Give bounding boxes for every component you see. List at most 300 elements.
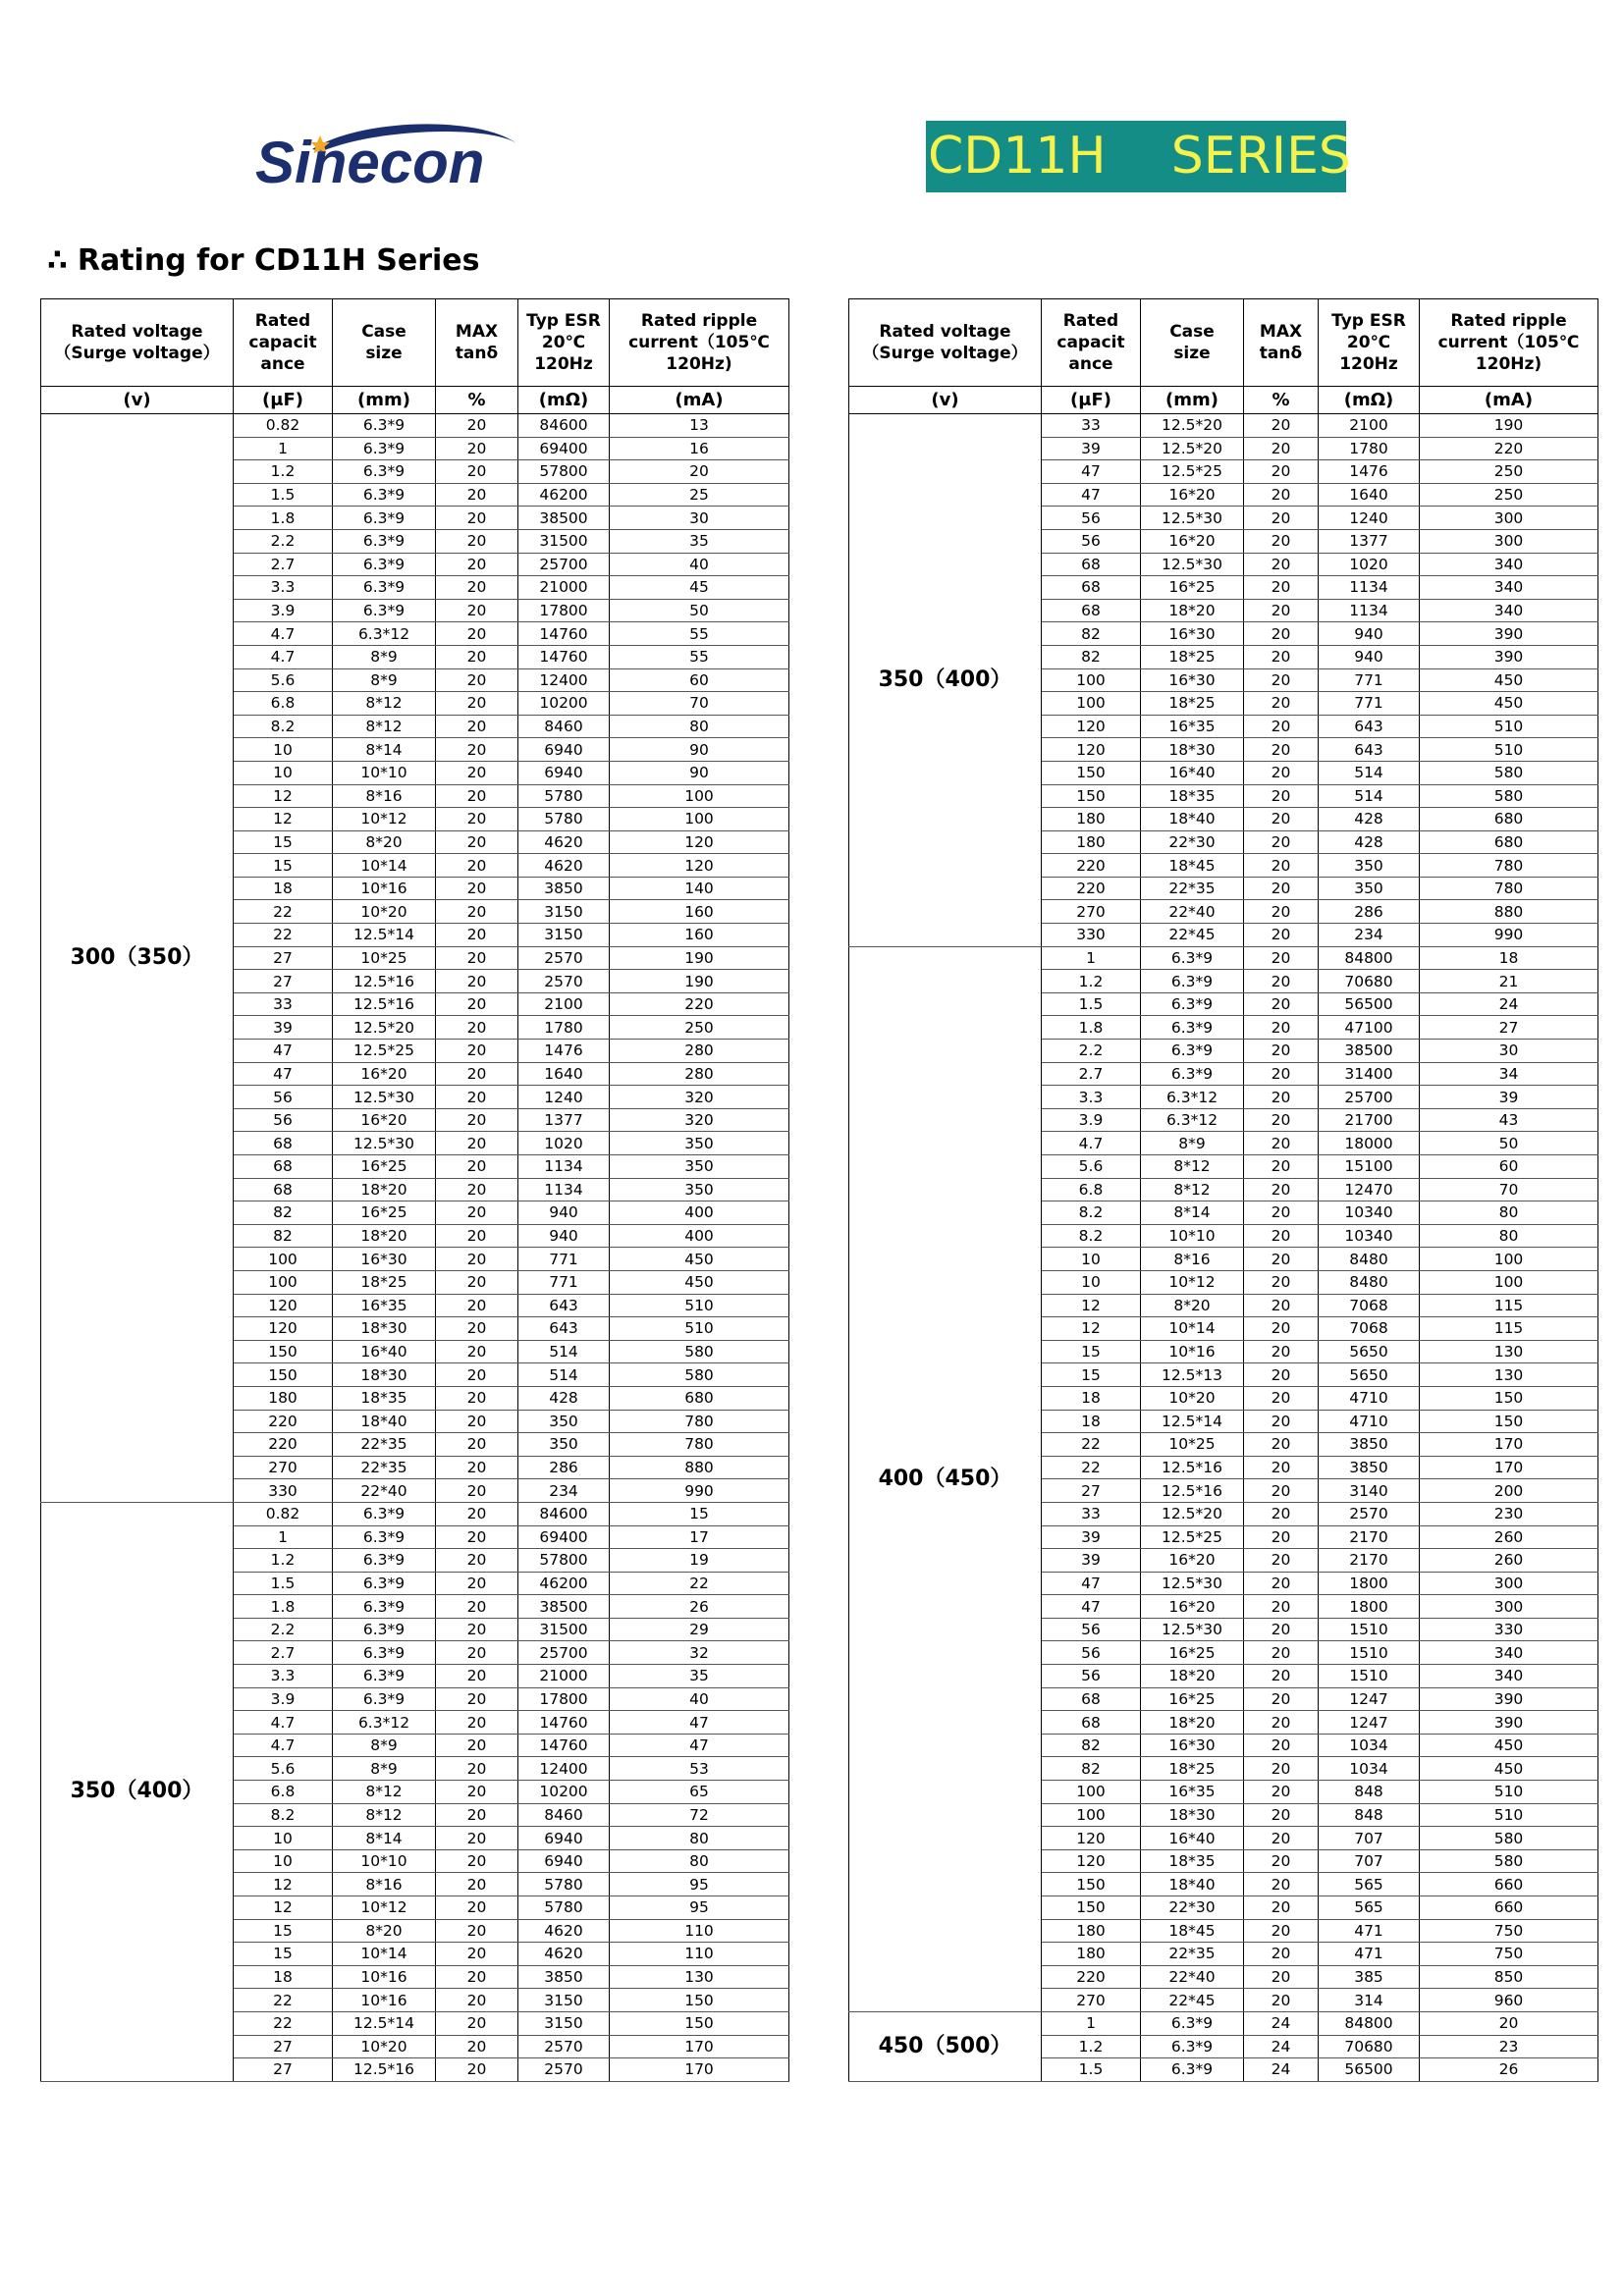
cell-ripple-current: 260 — [1420, 1525, 1598, 1549]
cell-ripple-current: 35 — [610, 1665, 789, 1688]
cell-typ-esr: 2570 — [518, 970, 610, 993]
cell-rated-capacitance: 100 — [1042, 692, 1141, 716]
cell-ripple-current: 43 — [1420, 1108, 1598, 1132]
cell-ripple-current: 47 — [610, 1734, 789, 1757]
cell-max-tan: 20 — [1244, 483, 1319, 507]
cell-rated-capacitance: 4.7 — [234, 645, 333, 668]
cell-ripple-current: 350 — [610, 1155, 789, 1179]
cell-case-size: 10*20 — [1141, 1386, 1244, 1410]
cell-case-size: 22*35 — [1141, 1943, 1244, 1966]
cell-typ-esr: 5650 — [1319, 1363, 1420, 1387]
cell-rated-capacitance: 27 — [1042, 1479, 1141, 1503]
cell-case-size: 18*40 — [1141, 808, 1244, 831]
table-row — [849, 414, 1598, 438]
cell-typ-esr: 350 — [1319, 877, 1420, 900]
cell-case-size: 6.3*9 — [333, 1525, 436, 1549]
cell-case-size: 8*12 — [1141, 1155, 1244, 1179]
cell-case-size: 10*16 — [333, 877, 436, 900]
cell-ripple-current: 220 — [1420, 437, 1598, 460]
cell-case-size: 6.3*9 — [1141, 1016, 1244, 1040]
cell-ripple-current: 30 — [610, 507, 789, 530]
cell-case-size: 12.5*20 — [1141, 437, 1244, 460]
cell-typ-esr: 940 — [518, 1224, 610, 1248]
cell-max-tan: 20 — [436, 437, 518, 460]
cell-typ-esr: 350 — [1319, 854, 1420, 878]
cell-ripple-current: 80 — [610, 1849, 789, 1873]
cell-ripple-current: 60 — [610, 668, 789, 692]
cell-max-tan: 20 — [436, 1665, 518, 1688]
cell-max-tan: 20 — [436, 1989, 518, 2012]
cell-case-size: 18*25 — [333, 1270, 436, 1294]
cell-rated-capacitance: 15 — [234, 854, 333, 878]
cell-max-tan: 20 — [436, 924, 518, 947]
cell-rated-capacitance: 47 — [234, 1040, 333, 1063]
cell-max-tan: 20 — [1244, 1781, 1319, 1804]
cell-rated-capacitance: 120 — [1042, 738, 1141, 762]
cell-rated-capacitance: 15 — [234, 1943, 333, 1966]
cell-max-tan: 20 — [436, 2035, 518, 2058]
cell-case-size: 6.3*9 — [333, 553, 436, 576]
cell-ripple-current: 340 — [1420, 576, 1598, 600]
cell-max-tan: 20 — [1244, 1687, 1319, 1711]
cell-case-size: 6.3*9 — [333, 414, 436, 438]
cell-ripple-current: 510 — [1420, 1803, 1598, 1827]
cell-case-size: 6.3*9 — [333, 1618, 436, 1641]
cell-typ-esr: 57800 — [518, 1549, 610, 1573]
cell-ripple-current: 300 — [1420, 507, 1598, 530]
cell-case-size: 10*20 — [333, 2035, 436, 2058]
cell-ripple-current: 580 — [1420, 1849, 1598, 1873]
cell-ripple-current: 510 — [1420, 715, 1598, 738]
cell-ripple-current: 20 — [1420, 2011, 1598, 2035]
cell-max-tan: 20 — [1244, 1062, 1319, 1086]
cell-case-size: 8*9 — [333, 1734, 436, 1757]
cell-ripple-current: 220 — [610, 992, 789, 1016]
cell-rated-capacitance: 270 — [1042, 900, 1141, 924]
cell-max-tan: 20 — [436, 1711, 518, 1735]
cell-max-tan: 20 — [1244, 507, 1319, 530]
cell-ripple-current: 450 — [1420, 1757, 1598, 1781]
cell-ripple-current: 39 — [1420, 1086, 1598, 1109]
cell-ripple-current: 110 — [610, 1919, 789, 1943]
table-row — [41, 414, 789, 438]
cell-ripple-current: 250 — [1420, 483, 1598, 507]
cell-rated-capacitance: 5.6 — [1042, 1155, 1141, 1179]
cell-max-tan: 20 — [1244, 1873, 1319, 1896]
cell-ripple-current: 300 — [1420, 1595, 1598, 1619]
cell-rated-capacitance: 68 — [1042, 576, 1141, 600]
cell-rated-capacitance: 22 — [234, 1989, 333, 2012]
voltage-group-cell: 300（350） — [41, 414, 234, 1503]
cell-rated-capacitance: 82 — [1042, 622, 1141, 646]
cell-max-tan: 20 — [1244, 1294, 1319, 1317]
cell-case-size: 10*25 — [1141, 1433, 1244, 1457]
cell-max-tan: 20 — [1244, 437, 1319, 460]
cell-rated-capacitance: 2.7 — [234, 1641, 333, 1665]
unit-rated-voltage: (v) — [849, 387, 1042, 414]
cell-rated-capacitance: 22 — [234, 2011, 333, 2035]
cell-typ-esr: 514 — [1319, 784, 1420, 808]
cell-ripple-current: 18 — [1420, 946, 1598, 970]
cell-max-tan: 20 — [1244, 1155, 1319, 1179]
cell-case-size: 6.3*9 — [333, 1572, 436, 1595]
cell-ripple-current: 90 — [610, 761, 789, 784]
cell-ripple-current: 400 — [610, 1201, 789, 1225]
cell-ripple-current: 750 — [1420, 1919, 1598, 1943]
cell-max-tan: 20 — [436, 1224, 518, 1248]
cell-typ-esr: 5780 — [518, 808, 610, 831]
cell-rated-capacitance: 33 — [1042, 1502, 1141, 1525]
cell-ripple-current: 320 — [610, 1086, 789, 1109]
cell-typ-esr: 5780 — [518, 1896, 610, 1920]
cell-case-size: 18*25 — [1141, 645, 1244, 668]
cell-max-tan: 20 — [436, 1849, 518, 1873]
cell-max-tan: 20 — [1244, 1410, 1319, 1433]
cell-typ-esr: 4620 — [518, 1943, 610, 1966]
cell-case-size: 6.3*9 — [333, 529, 436, 553]
cell-case-size: 10*14 — [333, 1943, 436, 1966]
cell-typ-esr: 8460 — [518, 715, 610, 738]
header-rated-capacitance: Rated capacit ance — [234, 299, 333, 387]
cell-case-size: 6.3*9 — [333, 1687, 436, 1711]
cell-max-tan: 24 — [1244, 2011, 1319, 2035]
cell-case-size: 22*35 — [333, 1433, 436, 1457]
cell-typ-esr: 940 — [1319, 622, 1420, 646]
cell-ripple-current: 100 — [610, 784, 789, 808]
series-badge-text: CD11H SERIES — [928, 127, 1351, 186]
cell-max-tan: 20 — [436, 1410, 518, 1433]
cell-typ-esr: 514 — [518, 1363, 610, 1387]
cell-case-size: 8*12 — [333, 715, 436, 738]
cell-typ-esr: 643 — [518, 1317, 610, 1341]
cell-ripple-current: 70 — [610, 692, 789, 716]
cell-case-size: 10*10 — [333, 1849, 436, 1873]
cell-typ-esr: 4620 — [518, 1919, 610, 1943]
cell-ripple-current: 510 — [610, 1317, 789, 1341]
cell-typ-esr: 38500 — [1319, 1040, 1420, 1063]
cell-ripple-current: 50 — [610, 599, 789, 622]
cell-max-tan: 20 — [436, 808, 518, 831]
cell-max-tan: 20 — [1244, 1201, 1319, 1225]
cell-case-size: 12.5*30 — [333, 1132, 436, 1155]
cell-max-tan: 20 — [1244, 1108, 1319, 1132]
cell-max-tan: 20 — [1244, 1827, 1319, 1850]
cell-max-tan: 20 — [1244, 761, 1319, 784]
cell-typ-esr: 2100 — [1319, 414, 1420, 438]
cell-typ-esr: 940 — [518, 1201, 610, 1225]
cell-max-tan: 20 — [1244, 460, 1319, 484]
cell-max-tan: 20 — [436, 877, 518, 900]
cell-case-size: 6.3*9 — [333, 437, 436, 460]
cell-case-size: 12.5*14 — [333, 2011, 436, 2035]
cell-rated-capacitance: 150 — [1042, 1896, 1141, 1920]
cell-rated-capacitance: 8.2 — [1042, 1224, 1141, 1248]
cell-case-size: 8*14 — [1141, 1201, 1244, 1225]
cell-typ-esr: 56500 — [1319, 992, 1420, 1016]
cell-typ-esr: 1510 — [1319, 1641, 1420, 1665]
cell-ripple-current: 80 — [610, 1827, 789, 1850]
cell-ripple-current: 19 — [610, 1549, 789, 1573]
cell-rated-capacitance: 120 — [234, 1317, 333, 1341]
cell-ripple-current: 100 — [1420, 1248, 1598, 1271]
cell-case-size: 18*35 — [1141, 784, 1244, 808]
cell-case-size: 8*12 — [333, 1803, 436, 1827]
cell-max-tan: 20 — [436, 2011, 518, 2035]
cell-ripple-current: 390 — [1420, 1711, 1598, 1735]
cell-ripple-current: 400 — [610, 1224, 789, 1248]
cell-case-size: 10*10 — [1141, 1224, 1244, 1248]
cell-case-size: 6.3*9 — [1141, 2011, 1244, 2035]
cell-case-size: 10*16 — [1141, 1340, 1244, 1363]
cell-typ-esr: 38500 — [518, 507, 610, 530]
cell-rated-capacitance: 56 — [1042, 1641, 1141, 1665]
cell-ripple-current: 680 — [1420, 830, 1598, 854]
cell-rated-capacitance: 5.6 — [234, 668, 333, 692]
header-typ-esr: Typ ESR 20℃ 120Hz — [518, 299, 610, 387]
cell-max-tan: 20 — [436, 1132, 518, 1155]
cell-max-tan: 20 — [436, 692, 518, 716]
cell-case-size: 6.3*9 — [1141, 2058, 1244, 2082]
header-rated-voltage: Rated voltage （Surge voltage） — [849, 299, 1042, 387]
cell-max-tan: 20 — [1244, 529, 1319, 553]
cell-ripple-current: 780 — [1420, 854, 1598, 878]
cell-typ-esr: 940 — [1319, 645, 1420, 668]
cell-max-tan: 20 — [1244, 668, 1319, 692]
cell-ripple-current: 115 — [1420, 1317, 1598, 1341]
cell-case-size: 12.5*14 — [1141, 1410, 1244, 1433]
cell-max-tan: 20 — [1244, 1849, 1319, 1873]
cell-typ-esr: 2170 — [1319, 1549, 1420, 1573]
cell-case-size: 18*35 — [1141, 1849, 1244, 1873]
cell-ripple-current: 47 — [610, 1711, 789, 1735]
cell-case-size: 18*25 — [1141, 692, 1244, 716]
cell-ripple-current: 280 — [610, 1040, 789, 1063]
cell-ripple-current: 70 — [1420, 1178, 1598, 1201]
cell-rated-capacitance: 39 — [234, 1016, 333, 1040]
cell-typ-esr: 771 — [1319, 668, 1420, 692]
cell-typ-esr: 31400 — [1319, 1062, 1420, 1086]
unit-max-tan: % — [1244, 387, 1319, 414]
cell-typ-esr: 286 — [1319, 900, 1420, 924]
cell-typ-esr: 4620 — [518, 854, 610, 878]
cell-ripple-current: 990 — [1420, 924, 1598, 947]
cell-max-tan: 24 — [1244, 2035, 1319, 2058]
cell-ripple-current: 50 — [1420, 1132, 1598, 1155]
cell-ripple-current: 340 — [1420, 599, 1598, 622]
cell-max-tan: 20 — [1244, 1665, 1319, 1688]
cell-case-size: 6.3*9 — [333, 483, 436, 507]
cell-rated-capacitance: 82 — [234, 1224, 333, 1248]
cell-max-tan: 20 — [436, 668, 518, 692]
unit-ripple-current: (mA) — [1420, 387, 1598, 414]
cell-ripple-current: 72 — [610, 1803, 789, 1827]
cell-rated-capacitance: 12 — [1042, 1294, 1141, 1317]
cell-ripple-current: 680 — [610, 1386, 789, 1410]
cell-rated-capacitance: 47 — [234, 1062, 333, 1086]
cell-case-size: 16*20 — [333, 1062, 436, 1086]
cell-ripple-current: 660 — [1420, 1896, 1598, 1920]
cell-max-tan: 20 — [436, 1062, 518, 1086]
cell-case-size: 12.5*30 — [1141, 553, 1244, 576]
unit-rated-capacitance: (μF) — [234, 387, 333, 414]
cell-rated-capacitance: 2.2 — [1042, 1040, 1141, 1063]
cell-max-tan: 20 — [436, 553, 518, 576]
cell-typ-esr: 84600 — [518, 1502, 610, 1525]
cell-typ-esr: 6940 — [518, 761, 610, 784]
cell-case-size: 8*14 — [333, 738, 436, 762]
cell-typ-esr: 21700 — [1319, 1108, 1420, 1132]
cell-typ-esr: 84800 — [1319, 946, 1420, 970]
cell-rated-capacitance: 1.2 — [234, 460, 333, 484]
cell-case-size: 12.5*25 — [333, 1040, 436, 1063]
cell-case-size: 6.3*9 — [333, 460, 436, 484]
cell-case-size: 12.5*30 — [333, 1086, 436, 1109]
cell-rated-capacitance: 68 — [1042, 1711, 1141, 1735]
cell-typ-esr: 1510 — [1319, 1665, 1420, 1688]
cell-max-tan: 20 — [436, 784, 518, 808]
cell-case-size: 12.5*30 — [1141, 1572, 1244, 1595]
cell-rated-capacitance: 120 — [1042, 715, 1141, 738]
cell-ripple-current: 250 — [610, 1016, 789, 1040]
cell-typ-esr: 46200 — [518, 483, 610, 507]
cell-case-size: 6.3*9 — [1141, 946, 1244, 970]
cell-ripple-current: 580 — [610, 1340, 789, 1363]
cell-max-tan: 20 — [436, 854, 518, 878]
cell-ripple-current: 190 — [1420, 414, 1598, 438]
cell-max-tan: 20 — [1244, 1595, 1319, 1619]
cell-ripple-current: 880 — [610, 1456, 789, 1479]
cell-typ-esr: 3150 — [518, 2011, 610, 2035]
cell-ripple-current: 450 — [1420, 692, 1598, 716]
unit-rated-capacitance: (μF) — [1042, 387, 1141, 414]
cell-rated-capacitance: 47 — [1042, 483, 1141, 507]
unit-rated-voltage: (v) — [41, 387, 234, 414]
cell-max-tan: 20 — [1244, 1989, 1319, 2012]
cell-case-size: 12.5*20 — [1141, 1502, 1244, 1525]
cell-rated-capacitance: 27 — [234, 946, 333, 970]
cell-rated-capacitance: 180 — [1042, 830, 1141, 854]
cell-ripple-current: 25 — [610, 483, 789, 507]
cell-typ-esr: 643 — [1319, 715, 1420, 738]
cell-max-tan: 20 — [436, 599, 518, 622]
cell-ripple-current: 580 — [610, 1363, 789, 1387]
cell-typ-esr: 14760 — [518, 645, 610, 668]
cell-max-tan: 20 — [1244, 1757, 1319, 1781]
cell-max-tan: 20 — [1244, 599, 1319, 622]
cell-rated-capacitance: 220 — [1042, 854, 1141, 878]
cell-case-size: 22*35 — [333, 1456, 436, 1479]
cell-max-tan: 20 — [1244, 1572, 1319, 1595]
cell-case-size: 22*45 — [1141, 1989, 1244, 2012]
cell-max-tan: 20 — [436, 576, 518, 600]
cell-typ-esr: 350 — [518, 1410, 610, 1433]
cell-rated-capacitance: 4.7 — [1042, 1132, 1141, 1155]
cell-max-tan: 20 — [1244, 946, 1319, 970]
cell-case-size: 8*12 — [333, 1781, 436, 1804]
cell-rated-capacitance: 1.2 — [1042, 970, 1141, 993]
cell-ripple-current: 55 — [610, 622, 789, 646]
cell-case-size: 6.3*12 — [1141, 1086, 1244, 1109]
cell-rated-capacitance: 18 — [234, 1965, 333, 1989]
cell-rated-capacitance: 0.82 — [234, 1502, 333, 1525]
cell-rated-capacitance: 8.2 — [234, 715, 333, 738]
cell-typ-esr: 1247 — [1319, 1687, 1420, 1711]
cell-max-tan: 20 — [436, 1294, 518, 1317]
unit-case-size: (mm) — [333, 387, 436, 414]
cell-typ-esr: 70680 — [1319, 2035, 1420, 2058]
cell-typ-esr: 1020 — [518, 1132, 610, 1155]
cell-rated-capacitance: 5.6 — [234, 1757, 333, 1781]
cell-case-size: 18*30 — [333, 1363, 436, 1387]
cell-max-tan: 20 — [1244, 854, 1319, 878]
cell-case-size: 12.5*14 — [333, 924, 436, 947]
cell-ripple-current: 120 — [610, 830, 789, 854]
cell-rated-capacitance: 68 — [1042, 1687, 1141, 1711]
cell-max-tan: 20 — [1244, 414, 1319, 438]
cell-max-tan: 20 — [1244, 1132, 1319, 1155]
cell-max-tan: 20 — [1244, 1525, 1319, 1549]
cell-rated-capacitance: 12 — [234, 784, 333, 808]
cell-rated-capacitance: 4.7 — [234, 1734, 333, 1757]
logo-text: Sinecon — [255, 130, 485, 194]
cell-typ-esr: 234 — [1319, 924, 1420, 947]
cell-ripple-current: 510 — [1420, 738, 1598, 762]
cell-max-tan: 20 — [436, 1248, 518, 1271]
cell-max-tan: 20 — [436, 1086, 518, 1109]
cell-case-size: 10*20 — [333, 900, 436, 924]
cell-rated-capacitance: 82 — [1042, 1734, 1141, 1757]
cell-typ-esr: 47100 — [1319, 1016, 1420, 1040]
cell-max-tan: 20 — [436, 738, 518, 762]
cell-typ-esr: 7068 — [1319, 1317, 1420, 1341]
cell-rated-capacitance: 1.8 — [1042, 1016, 1141, 1040]
cell-rated-capacitance: 6.8 — [234, 1781, 333, 1804]
cell-max-tan: 20 — [1244, 622, 1319, 646]
rating-table-right — [848, 298, 1598, 2082]
cell-rated-capacitance: 6.8 — [1042, 1178, 1141, 1201]
cell-typ-esr: 17800 — [518, 599, 610, 622]
cell-max-tan: 20 — [436, 1896, 518, 1920]
cell-rated-capacitance: 3.3 — [234, 1665, 333, 1688]
page-heading — [47, 243, 479, 278]
cell-rated-capacitance: 100 — [234, 1248, 333, 1271]
cell-typ-esr: 1134 — [1319, 576, 1420, 600]
cell-case-size: 18*20 — [1141, 1711, 1244, 1735]
cell-ripple-current: 780 — [610, 1410, 789, 1433]
cell-max-tan: 20 — [1244, 576, 1319, 600]
cell-case-size: 6.3*9 — [1141, 970, 1244, 993]
cell-case-size: 18*40 — [1141, 1873, 1244, 1896]
cell-rated-capacitance: 1.2 — [1042, 2035, 1141, 2058]
cell-rated-capacitance: 3.3 — [1042, 1086, 1141, 1109]
cell-rated-capacitance: 2.7 — [234, 553, 333, 576]
cell-ripple-current: 340 — [1420, 1641, 1598, 1665]
cell-typ-esr: 10200 — [518, 1781, 610, 1804]
cell-typ-esr: 12400 — [518, 668, 610, 692]
cell-rated-capacitance: 33 — [234, 992, 333, 1016]
cell-max-tan: 20 — [436, 1595, 518, 1619]
cell-max-tan: 20 — [436, 460, 518, 484]
cell-max-tan: 20 — [436, 1040, 518, 1063]
cell-case-size: 16*40 — [1141, 1827, 1244, 1850]
cell-case-size: 6.3*9 — [333, 599, 436, 622]
cell-case-size: 6.3*9 — [1141, 992, 1244, 1016]
cell-rated-capacitance: 220 — [234, 1410, 333, 1433]
cell-case-size: 22*35 — [1141, 877, 1244, 900]
cell-max-tan: 20 — [1244, 1896, 1319, 1920]
cell-rated-capacitance: 12 — [234, 1873, 333, 1896]
cell-typ-esr: 46200 — [518, 1572, 610, 1595]
